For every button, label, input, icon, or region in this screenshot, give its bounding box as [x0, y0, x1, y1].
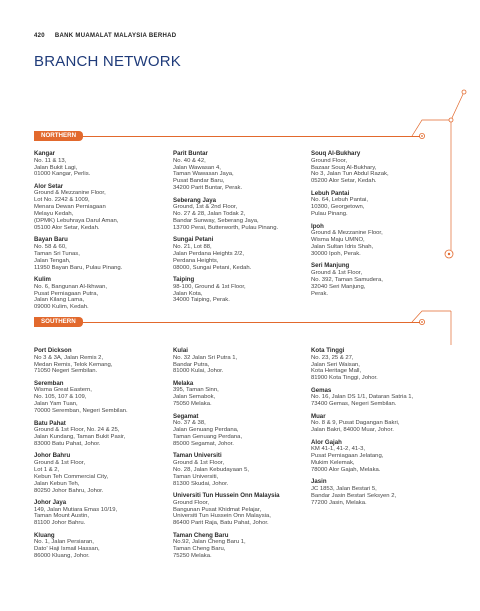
branch-entry [173, 452, 291, 487]
branch-entry [311, 262, 436, 297]
company-name: BANK MUAMALAT MALAYSIA BERHAD [54, 33, 177, 39]
branch-name: Sungai Petani [173, 236, 214, 244]
branch-address-line: No. 64, Lebuh Pantai, [311, 197, 368, 204]
branch-address-line: No. 6, Bangunan Al-Ikhwan, [34, 283, 108, 290]
branch-name: Kulim [34, 276, 51, 284]
southern-column-2 [173, 347, 291, 565]
southern-column-3 [311, 347, 436, 511]
branch-entry [34, 452, 152, 494]
branch-name: Seremban [34, 379, 64, 387]
branch-address-line: Jalan Wawasan 4, [173, 164, 221, 171]
branch-name: Ipoh [311, 222, 324, 230]
branch-address-line: Taman Genuang Perdana, [173, 434, 243, 441]
branch-address-line: Bandar Putra, [173, 361, 210, 368]
branch-address-line: Taman Mount Austin, [34, 513, 90, 520]
branch-name: Alor Setar [34, 182, 64, 190]
branch-address-line: 11950 Bayan Baru, Pulau Pinang. [34, 264, 123, 271]
branch-address-line: 05100 Alor Setar, Kedah. [34, 224, 100, 231]
branch-entry [311, 150, 436, 185]
branch-address-line: Mukim Kelemak, [311, 459, 355, 466]
branch-address-line: JC 1853, Jalan Bestari 5, [311, 485, 377, 492]
branch-address-line: Ground & 1st Floor, [34, 459, 86, 466]
branch-address-line: Bandar Jasin Bestari Seksyen 2, [311, 492, 397, 499]
branch-address-line: Jalan Semabok, [173, 394, 216, 401]
branch-address-line: Lot 1 & 2, [34, 466, 60, 473]
branch-address-line: Jalan Sultan Idris Shah, [311, 243, 374, 250]
branch-address-line: 73400 Gemas, Negeri Sembilan. [311, 401, 397, 408]
branch-address-line: Jalan Kebun Teh, [34, 480, 80, 487]
branch-name: Kota Tinggi [311, 347, 345, 354]
branch-address-line: Taman Universiti, [173, 473, 219, 480]
branch-address-line: (DPMK) Lebuhraya Darul Aman, [34, 218, 119, 225]
northern-rule [34, 136, 420, 137]
branch-address-line: Wisma Great Eastern, [34, 387, 92, 394]
northern-connector-line [412, 92, 464, 136]
branch-address-line: Ground & 1st Floor, No. 24 & 25, [34, 427, 120, 434]
northern-column-1 [34, 150, 152, 316]
branch-address-line: 81900 Kota Tinggi, Johor. [311, 375, 378, 382]
branch-entry [173, 197, 291, 232]
branch-address-line: 01000 Kangar, Perlis. [34, 171, 91, 178]
branch-address-line: No. 27 & 28, Jalan Todak 2, [173, 211, 246, 218]
northern-column-2 [173, 150, 291, 309]
branch-address-line: 71050 Negeri Sembilan. [34, 368, 98, 375]
branch-address-line: Ground Floor, [311, 157, 348, 164]
branch-entry [173, 347, 291, 375]
node-dot [448, 253, 450, 255]
branch-address-line: 75050 Melaka. [173, 401, 212, 408]
branch-address-line: Bazaar Souq Al-Bukhary, [311, 164, 377, 171]
branch-address-line: No. 32 Jalan Sri Putra 1, [173, 354, 238, 361]
branch-entry [311, 478, 436, 506]
branch-entry [311, 223, 436, 258]
branch-name: Seri Manjung [311, 262, 350, 270]
branch-address-line: Taman Sri Tunas, [34, 250, 80, 257]
branch-address-line: No. 21, Lot 88, [173, 243, 212, 250]
southern-column-1 [34, 347, 152, 565]
branch-entry [34, 150, 152, 178]
branch-name: Johor Jaya [34, 498, 67, 506]
branch-entry [34, 236, 152, 271]
branch-address-line: 30000 Ipoh, Perak. [311, 250, 361, 257]
branch-name: Melaka [173, 379, 194, 387]
branch-address-line: Pusat Perniagaan Putra, [34, 290, 99, 297]
branch-entry [173, 380, 291, 408]
branch-address-line: No. 1, Jalan Persiaran, [34, 539, 94, 546]
branch-address-line: Perdana Heights, [173, 257, 219, 264]
branch-address-line: Ground, 1st & 2nd Floor, [173, 204, 238, 211]
branch-entry [34, 420, 152, 448]
branch-entry [311, 190, 436, 218]
branch-address-line: 32040 Seri Manjung, [311, 283, 366, 290]
branch-address-line: 81100 Johor Bahru. [34, 520, 86, 527]
branch-entry [34, 380, 152, 415]
branch-address-line: 80250 Johor Bahru, Johor. [34, 487, 104, 494]
branch-address-line: 10300, Georgetown, [311, 204, 365, 211]
branch-address-line: Jalan Perdana Heights 2/2, [173, 250, 245, 257]
region-badge-northern: NORTHERN [34, 131, 83, 141]
region-badge-southern: SOUTHERN [34, 317, 83, 327]
branch-address-line: Ground Floor, [173, 499, 210, 506]
page-number: 420 [34, 33, 45, 39]
branch-entry [311, 413, 436, 434]
branch-address-line: Ground & 1st Floor, [311, 269, 363, 276]
node-circle [462, 90, 466, 94]
branch-address-line: Bandar Sunway, Seberang Jaya, [173, 218, 259, 225]
branch-name: Universiti Tun Hussein Onn Malaysia [173, 492, 280, 500]
branch-address-line: Melayu Kedah, [34, 211, 74, 218]
branch-address-line: 81300 Skudai, Johor. [173, 480, 229, 487]
branch-address-line: Jalan Seri Waisan, [311, 361, 360, 368]
branch-address-line: No 3 & 3A, Jalan Remis 2, [34, 354, 104, 361]
branch-name: Port Dickson [34, 347, 72, 354]
branch-address-line: No. 40 & 42, [173, 157, 206, 164]
branch-address-line: No. 8 & 9, Pusat Dagangan Bakri, [311, 420, 400, 427]
node-dot [421, 321, 423, 323]
branch-address-line: 85000 Segamat, Johor. [173, 440, 234, 447]
branch-address-line: Perak. [311, 290, 329, 297]
branch-name: Souq Al-Bukhary [311, 150, 361, 157]
branch-entry [311, 439, 436, 474]
branch-address-line: 09000 Kulim, Kedah. [34, 304, 89, 311]
branch-address-line: No 3, Jalan Tun Abdul Razak, [311, 171, 389, 178]
branch-entry [173, 236, 291, 271]
branch-address-line: Kebun Teh Commercial City, [34, 473, 109, 480]
branch-name: Kangar [34, 150, 55, 157]
branch-name: Taman Cheng Baru [173, 531, 229, 539]
branch-address-line: 70000 Seremban, Negeri Sembilan. [34, 408, 128, 415]
branch-entry [173, 413, 291, 448]
branch-entry [34, 499, 152, 527]
branch-name: Seberang Jaya [173, 196, 217, 204]
branch-name: Gemas [311, 386, 332, 394]
branch-address-line: 75250 Melaka. [173, 553, 212, 560]
branch-address-line: Jalan Yam Tuan, [34, 401, 78, 408]
branch-entry [311, 387, 436, 408]
branch-address-line: Taman Cheng Baru, [173, 546, 226, 553]
branch-address-line: 77200 Jasin, Melaka. [311, 499, 367, 506]
branch-name: Taiping [173, 276, 195, 284]
southern-connector-line [412, 311, 451, 322]
branch-address-line: 98-100, Ground & 1st Floor, [173, 283, 246, 290]
page-title: BRANCH NETWORK [34, 53, 181, 70]
branch-address-line: Jalan Kilang Lama, [34, 297, 85, 304]
northern-column-3 [311, 150, 436, 302]
branch-entry [173, 150, 291, 192]
branch-name: Parit Buntar [173, 150, 208, 157]
branch-address-line: Jalan Bukit Lagi, [34, 164, 78, 171]
branch-address-line: No. 16, Jalan DS 1/1, Dataran Satria 1, [311, 394, 414, 401]
branch-address-line: No. 28, Jalan Kebudayaan 5, [173, 466, 249, 473]
branch-entry [34, 347, 152, 375]
branch-address-line: 149, Jalan Mutiara Emas 10/19, [34, 506, 118, 513]
branch-name: Alor Gajah [311, 438, 342, 446]
branch-address-line: Dato' Haji Ismail Hassan, [34, 546, 100, 553]
branch-name: Lebuh Pantai [311, 189, 350, 197]
branch-address-line: Pusat Perniagaan Jelatang, [311, 453, 384, 460]
branch-address-line: No. 11 & 13, [34, 157, 67, 164]
branch-name: Kulai [173, 347, 188, 354]
branch-address-line: Ground & Mezzanine Floor, [34, 190, 106, 197]
node-circle [449, 118, 453, 122]
branch-address-line: No. 23, 25 & 27, [311, 354, 354, 361]
branch-address-line: Pulau Pinang. [311, 211, 348, 218]
branch-entry [34, 276, 152, 311]
branch-address-line: 81000 Kulai, Johor. [173, 368, 224, 375]
branch-address-line: 86400 Parit Raja, Batu Pahat, Johor. [173, 520, 269, 527]
branch-address-line: Ground & Mezzanine Floor, [311, 230, 383, 237]
node-dot [421, 135, 423, 137]
southern-rule [34, 322, 420, 323]
branch-entry [311, 347, 436, 382]
branch-address-line: Ground & 1st Floor, [173, 459, 225, 466]
branch-address-line: No.92, Jalan Cheng Baru 1, [173, 539, 246, 546]
branch-address-line: Bangunan Pusat Khidmat Pelajar, [173, 506, 262, 513]
branch-address-line: Jalan Kundang, Taman Bukit Pasir, [34, 434, 126, 441]
branch-address-line: Medan Remis, Telok Kemang, [34, 361, 113, 368]
branch-address-line: 34200 Parit Buntar, Perak. [173, 185, 243, 192]
branch-entry [173, 276, 291, 304]
branch-address-line: Jalan Bakri, 84000 Muar, Johor. [311, 427, 394, 434]
branch-name: Muar [311, 412, 326, 420]
branch-name: Kluang [34, 531, 55, 539]
branch-name: Segamat [173, 412, 199, 420]
branch-entry [34, 183, 152, 232]
branch-address-line: Lot No. 2242 & 1009, [34, 197, 90, 204]
branch-name: Taman Universiti [173, 452, 222, 460]
branch-address-line: Jalan Kota, [173, 290, 203, 297]
branch-address-line: Universiti Tun Hussein Onn Malaysia, [173, 513, 271, 520]
branch-address-line: 08000, Sungai Petani, Kedah. [173, 264, 252, 271]
branch-address-line: 395, Taman Sinn, [173, 387, 219, 394]
branch-address-line: Menara Dewan Perniagaan [34, 204, 106, 211]
branch-address-line: No. 392, Taman Samudera, [311, 276, 383, 283]
branch-name: Batu Pahat [34, 419, 66, 427]
branch-address-line: 05200 Alor Setar, Kedah. [311, 178, 377, 185]
branch-address-line: 78000 Alor Gajah, Melaka. [311, 466, 381, 473]
branch-address-line: Taman Wawasan Jaya, [173, 171, 234, 178]
branch-address-line: Pusat Bandar Baru, [173, 178, 225, 185]
branch-address-line: Jalan Tengah, [34, 257, 71, 264]
branch-address-line: No. 37 & 38, [173, 420, 206, 427]
branch-name: Johor Bahru [34, 452, 71, 460]
branch-entry [173, 532, 291, 560]
branch-address-line: Jalan Genuang Perdana, [173, 427, 239, 434]
branch-address-line: 83000 Batu Pahat, Johor. [34, 440, 101, 447]
branch-address-line: 34000 Taiping, Perak. [173, 297, 230, 304]
branch-address-line: No. 105, 107 & 109, [34, 394, 87, 401]
branch-address-line: Kota Heritage Mall, [311, 368, 362, 375]
branch-address-line: KM 41-1, 41-2, 41-3, [311, 446, 366, 453]
branch-name: Bayan Baru [34, 236, 68, 244]
branch-address-line: 86000 Kluang, Johor. [34, 553, 90, 560]
branch-name: Jasin [311, 478, 327, 486]
branch-address-line: 13700 Perai, Butterworth, Pulau Pinang. [173, 224, 279, 231]
branch-entry [34, 532, 152, 560]
branch-address-line: Wisma Maju UMNO, [311, 237, 365, 244]
branch-address-line: No. 58 & 60, [34, 243, 67, 250]
branch-entry [173, 492, 291, 527]
